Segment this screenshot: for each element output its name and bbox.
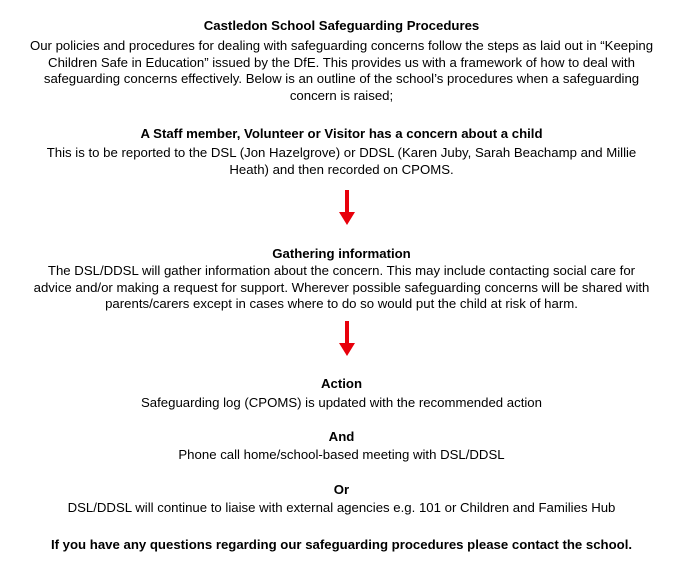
or-text: DSL/DDSL will continue to liaise with external agencies e.g. 101 or Children and Families Hub	[67, 500, 616, 515]
down-arrow-icon	[338, 190, 356, 226]
step1-text: This is to be reported to the DSL (Jon Hazelgrove) or DDSL (Karen Juby, Sarah Beachamp and Millie Heath) and then recorded on CPOMS.	[46, 145, 637, 177]
step2-text: The DSL/DDSL will gather information about the concern. This may include contacting social care for advice and/or making a request for support. Wherever possible safeguarding concerns will be shared with parents/carers except in cases where to do so would put the child at risk of harm.	[33, 263, 650, 311]
down-arrow-icon	[338, 321, 356, 357]
intro-paragraph	[0, 38, 683, 104]
footer-note: If you have any questions regarding our safeguarding procedures please contact the school.	[50, 537, 633, 552]
step2-heading: Gathering information	[272, 246, 411, 261]
or-heading: Or	[333, 482, 350, 497]
step1-section	[0, 145, 683, 178]
page-title: Castledon School Safeguarding Procedures	[203, 18, 480, 33]
step3-heading: Action	[320, 376, 363, 391]
step1-heading: A Staff member, Volunteer or Visitor has a concern about a child	[140, 126, 543, 141]
and-heading: And	[328, 429, 355, 444]
intro-text: Our policies and procedures for dealing with safeguarding concerns follow the steps as laid out in “Keeping Children Safe in Education” issued by the DfE. This provides us with a framework of how to deal with safeguarding concerns effectively. Below is an outline of the school’s procedures when a safeguarding concern is raised;	[29, 38, 654, 103]
step2-section	[0, 263, 683, 313]
step3-text: Safeguarding log (CPOMS) is updated with the recommended action	[141, 395, 542, 410]
and-text: Phone call home/school-based meeting with DSL/DDSL	[178, 447, 505, 462]
